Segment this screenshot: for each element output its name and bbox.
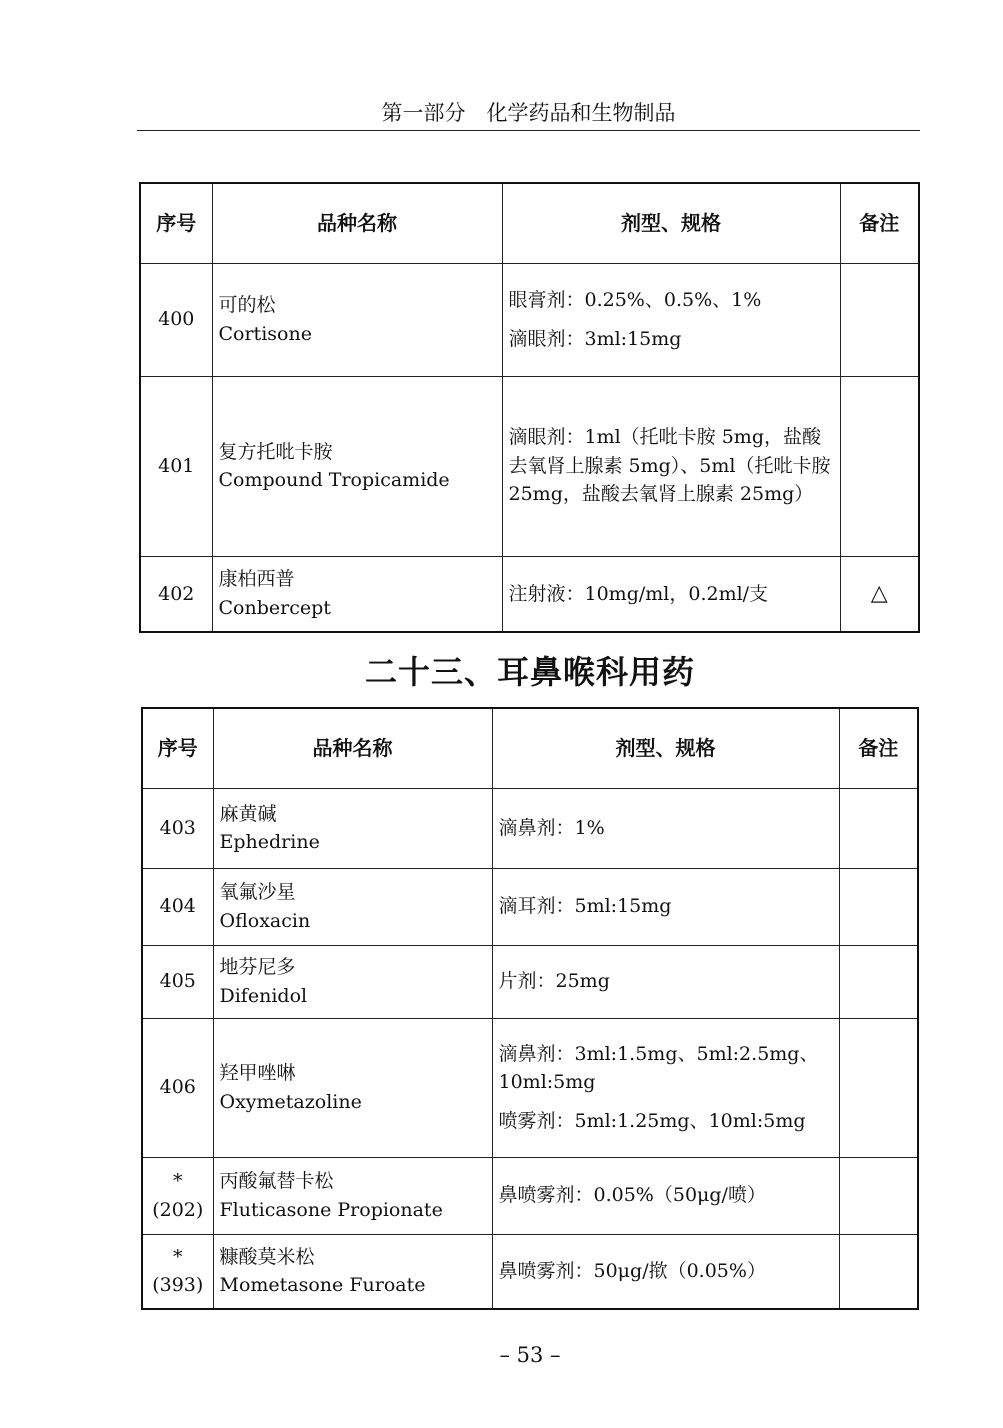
table-row [140, 556, 919, 632]
table-row [142, 1234, 918, 1309]
col-header-name: 品种名称 [213, 708, 492, 788]
drug-name-cn: 可的松 [218, 294, 276, 316]
drug-name-cn: 丙酸氟替卡松 [219, 1170, 334, 1192]
table-row [142, 868, 918, 945]
drug-name-cn: 康柏西普 [218, 568, 295, 591]
drug-note [839, 868, 918, 945]
row-number: 401 [140, 376, 212, 556]
spec-line: 喷雾剂：5ml:1.25mg、10ml:5mg [498, 1109, 806, 1132]
drug-spec [492, 868, 839, 945]
drug-table-ent [141, 707, 919, 1310]
drug-name-en: Oxymetazoline [219, 1090, 362, 1113]
spec-line: 滴鼻剂：1% [498, 816, 605, 839]
section-title: 二十三、耳鼻喉科用药 [364, 653, 695, 691]
spec-line: 滴鼻剂：3ml:1.5mg、5ml:2.5mg、10ml:5mg [498, 1042, 819, 1094]
col-header-spec: 剂型、规格 [492, 708, 839, 788]
drug-name-cn: 氧氟沙星 [219, 881, 296, 903]
col-header-name: 品种名称 [212, 183, 502, 263]
row-number: *(393) [142, 1234, 213, 1309]
drug-table-ophthalmic [139, 182, 920, 633]
drug-name [212, 263, 502, 376]
drug-note [840, 263, 919, 376]
spec-line: 滴眼剂：1ml（托吡卡胺 5mg，盐酸去氧肾上腺素 5mg）、5ml（托吡卡胺 25mg，盐酸去氧肾上腺素 25mg） [508, 426, 831, 506]
spec-line: 片剂：25mg [498, 970, 610, 993]
table-row [142, 1157, 918, 1234]
drug-name-en: Mometasone Furoate [219, 1274, 426, 1297]
drug-note: △ [840, 556, 919, 632]
drug-name-en: Ofloxacin [219, 909, 311, 932]
drug-name [213, 1157, 492, 1234]
drug-spec [492, 788, 839, 868]
drug-name [213, 1018, 492, 1157]
drug-name [213, 788, 492, 868]
drug-name [212, 556, 502, 632]
drug-spec [492, 1157, 839, 1234]
drug-name-en: Fluticasone Propionate [219, 1198, 443, 1221]
col-header-note: 备注 [840, 183, 919, 263]
table-header-row [140, 183, 919, 263]
spec-line: 鼻喷雾剂：50μg/揿（0.05%） [498, 1260, 766, 1282]
page-header: 第一部分 化学药品和生物制品 [137, 96, 920, 131]
row-number: 400 [140, 263, 212, 376]
drug-name-en: Cortisone [218, 322, 312, 345]
table-row [142, 1018, 918, 1157]
drug-name-en: Difenidol [219, 984, 308, 1007]
drug-name-cn: 糠酸莫米松 [219, 1245, 315, 1268]
table-header-row [142, 708, 918, 788]
drug-spec [492, 945, 839, 1018]
table-row [142, 788, 918, 868]
drug-name-cn: 麻黄碱 [219, 802, 277, 825]
spec-line: 鼻喷雾剂：0.05%（50μg/喷） [498, 1184, 766, 1207]
row-number: 402 [140, 556, 212, 632]
drug-name [213, 1234, 492, 1309]
drug-name-en: Ephedrine [219, 831, 320, 853]
col-header-note: 备注 [839, 708, 918, 788]
table-row [140, 376, 919, 556]
drug-name [213, 945, 492, 1018]
row-number: 404 [142, 868, 213, 945]
drug-spec [502, 376, 840, 556]
spec-line: 注射液：10mg/ml，0.2ml/支 [508, 582, 769, 605]
drug-note [839, 1157, 918, 1234]
spec-line: 眼膏剂：0.25%、0.5%、1% [508, 289, 762, 311]
drug-note [839, 945, 918, 1018]
spec-line: 滴眼剂：3ml:15mg [508, 327, 682, 350]
drug-note [839, 1234, 918, 1309]
drug-note [840, 376, 919, 556]
row-number: 403 [142, 788, 213, 868]
row-number: 406 [142, 1018, 213, 1157]
drug-note [839, 1018, 918, 1157]
page-number: – 53 – [499, 1343, 561, 1367]
drug-name [213, 868, 492, 945]
drug-spec [492, 1018, 839, 1157]
spec-line: 滴耳剂：5ml:15mg [498, 895, 672, 918]
drug-name-en: Compound Tropicamide [218, 469, 450, 491]
drug-name-cn: 复方托吡卡胺 [218, 440, 333, 463]
drug-name-cn: 地芬尼多 [219, 956, 296, 978]
drug-name [212, 376, 502, 556]
row-number: 405 [142, 945, 213, 1018]
drug-note [839, 788, 918, 868]
drug-spec [492, 1234, 839, 1309]
drug-spec [502, 263, 840, 376]
col-header-spec: 剂型、规格 [502, 183, 840, 263]
table-row [140, 263, 919, 376]
col-header-no: 序号 [142, 708, 213, 788]
col-header-no: 序号 [140, 183, 212, 263]
drug-name-cn: 羟甲唑啉 [219, 1062, 296, 1084]
row-number: *(202) [142, 1157, 213, 1234]
drug-spec [502, 556, 840, 632]
table-row [142, 945, 918, 1018]
drug-name-en: Conbercept [218, 596, 331, 619]
